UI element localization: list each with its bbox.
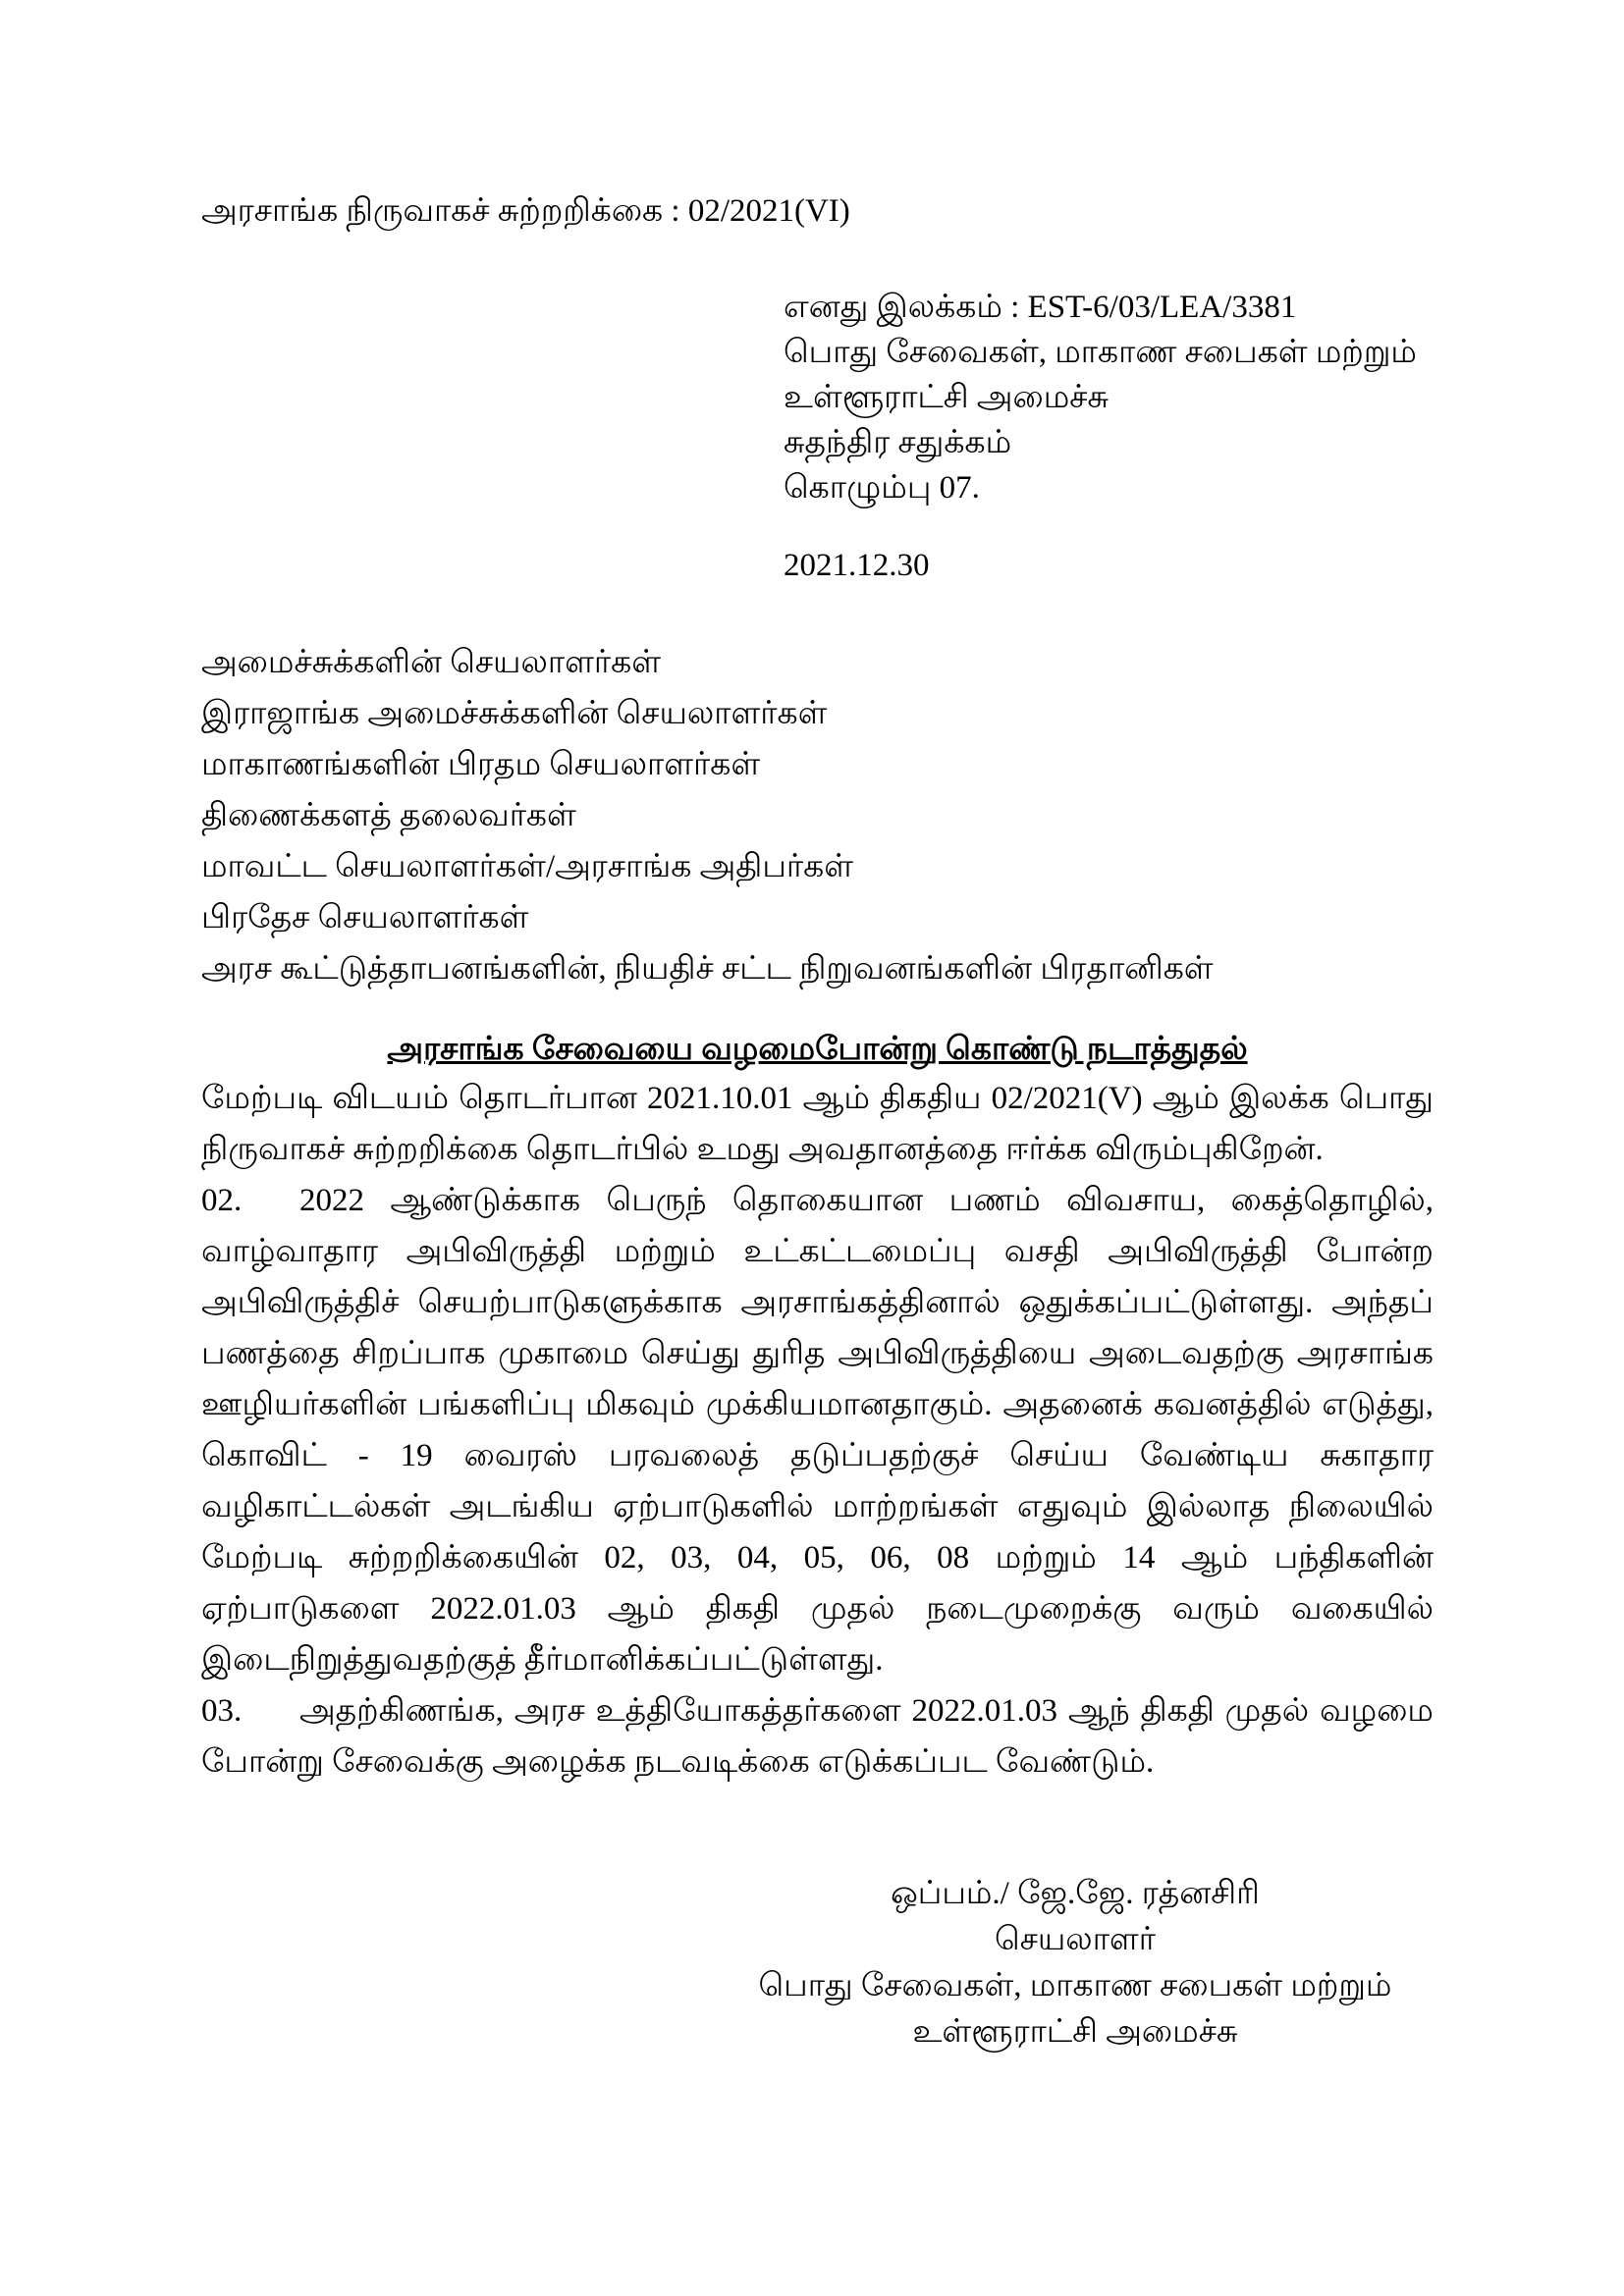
- recipient-line: மாவட்ட செயலாளர்கள்/அரசாங்க அதிபர்கள்: [201, 849, 854, 884]
- paragraph-3-number: 03.: [201, 1693, 243, 1729]
- recipient-line: அரச கூட்டுத்தாபனங்களின், நியதிச் சட்ட நிறுவனங்களின் பிரதானிகள்: [201, 951, 1214, 987]
- paragraph-3: [201, 1685, 1434, 1788]
- recipient-line: மாகாணங்களின் பிரதம செயலாளர்கள்: [201, 747, 761, 782]
- signature-designation: செயலாளர்: [995, 1922, 1156, 1957]
- letter-date: 2021.12.30: [784, 548, 930, 583]
- paragraph-2-text: 2022 ஆண்டுக்காக பெருந் தொகையான பணம் விவசாய, கைத்தொழில், வாழ்வாதார அபிவிருத்தி மற்றும் உட்கட்டமைப்பு வசதி அபிவிருத்தி போன்ற அபிவிருத்திச் செயற்பாடுகளுக்காக அரசாங்கத்தினால் ஒதுக்கப்பட்டுள்ளது. அந்தப் பணத்தை சிறப்பாக முகாமை செய்து துரித அபிவிருத்தியை அடைவதற்கு அரசாங்க ஊழியர்களின் பங்களிப்பு மிகவும் முக்கியமானதாகும். அதனைக் கவனத்தில் எடுத்து, கொவிட் - 19 வைரஸ் பரவலைத் தடுப்பதற்குச் செய்ய வேண்டிய சுகாதார வழிகாட்டல்கள் அடங்கிய ஏற்பாடுகளில் மாற்றங்கள் எதுவும் இல்லாத நிலையில் மேற்படி சுற்றறிக்கையின் 02, 03, 04, 05, 06, 08 மற்றும் 14 ஆம் பந்திகளின் ஏற்பாடுகளை 2022.01.03 ஆம் திகதி முதல் நடைமுறைக்கு வரும் வகையில் இடைநிறுத்துவதற்குத் தீர்மானிக்கப்பட்டுள்ளது.: [201, 1183, 1434, 1678]
- signature-signed-by: ஒப்பம்./ ஜே.ஜே. ரத்னசிரி: [891, 1876, 1260, 1911]
- sender-address-block: [784, 285, 1434, 588]
- sender-my-number: எனது இலக்கம் : EST-6/03/LEA/3381: [784, 290, 1297, 325]
- recipient-line: அமைச்சுக்களின் செயலாளர்கள்: [201, 645, 661, 680]
- paragraph-2: [201, 1175, 1434, 1685]
- recipient-line: இராஜாங்க அமைச்சுக்களின் செயலாளர்கள்: [201, 696, 828, 731]
- signature-block: [751, 1871, 1399, 2056]
- sender-address-line-2: கொழும்பு 07.: [784, 470, 980, 506]
- recipient-line: திணைக்களத் தலைவர்கள்: [201, 798, 576, 833]
- subject-title: அரசாங்க சேவையை வழமைபோன்று கொண்டு நடாத்துதல்: [387, 1032, 1248, 1067]
- paragraph-2-number: 02.: [201, 1183, 243, 1218]
- paragraph-3-text: அதற்கிணங்க, அரச உத்தியோகத்தர்களை 2022.01.03 ஆந் திகதி முதல் வழமை போன்று சேவைக்கு அழைக்க நடவடிக்கை எடுக்கப்பட வேண்டும்.: [201, 1693, 1434, 1780]
- signature-ministry-line-2: உள்ளூராட்சி அமைச்சு: [912, 2014, 1238, 2050]
- sender-ministry-line-2: உள்ளூராட்சி அமைச்சு: [784, 380, 1110, 415]
- signature-ministry-line-1: பொது சேவைகள், மாகாண சபைகள் மற்றும்: [758, 1968, 1392, 2003]
- paragraph-1: மேற்படி விடயம் தொடர்பான 2021.10.01 ஆம் திகதிய 02/2021(V) ஆம் இலக்க பொது நிருவாகச் சுற்றறிக்கை தொடர்பில் உமது அவதானத்தை ஈர்க்க விரும்புகிறேன்.: [201, 1081, 1434, 1167]
- sender-ministry-line-1: பொது சேவைகள், மாகாண சபைகள் மற்றும்: [784, 335, 1417, 370]
- circular-reference: அரசாங்க நிருவாகச் சுற்றறிக்கை : 02/2021(VI): [201, 193, 850, 229]
- sender-address-line-1: சுதந்திர சதுக்கம்: [784, 425, 1012, 460]
- recipient-list: [201, 637, 1434, 994]
- recipient-line: பிரதேச செயலாளர்கள்: [201, 900, 529, 935]
